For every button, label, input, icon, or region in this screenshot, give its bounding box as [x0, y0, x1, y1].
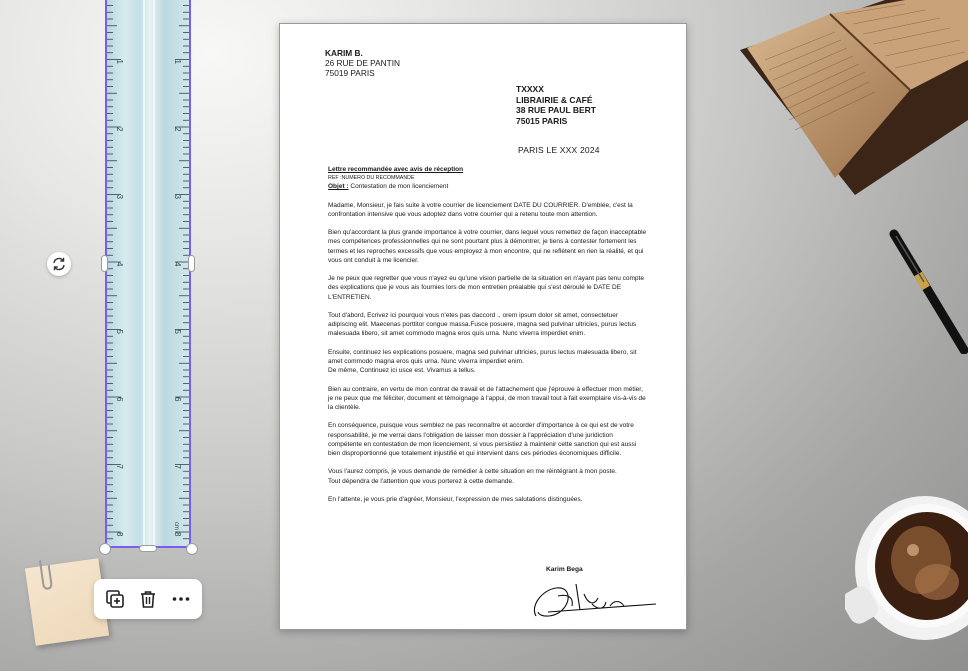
- paragraph: Vous l'aurez compris, je vous demande de remédier à cette situation en me réintégrant à mon poste.: [328, 468, 617, 476]
- object-text: Contestation de mon licenciement: [348, 183, 449, 191]
- paragraph: Tout dépendra de l'attention que vous porterez à cette demande.: [328, 477, 514, 485]
- paragraph: Je ne peux que regretter que vous n'ayez eu qu'une vision partielle de la situation en n'ayant pas tenu compte des explications que je vous ais fournies lors de mon entretien préalable qui s'est déroulé le DATE DE L'ENTRETIEN.: [328, 275, 644, 301]
- element-toolbar: [94, 579, 202, 619]
- ruler-shine: [153, 0, 155, 546]
- ruler-label: 5: [173, 329, 182, 334]
- ruler-scale: [107, 0, 189, 546]
- duplicate-button[interactable]: [101, 585, 129, 613]
- sender-city: 75019 PARIS: [325, 68, 375, 78]
- pen-image: [886, 226, 968, 354]
- sender-address: [325, 48, 400, 78]
- object-label: Objet :: [328, 183, 349, 191]
- recipient-line2: LIBRAIRIE & CAFÉ: [516, 94, 593, 105]
- rotate-handle[interactable]: [47, 252, 71, 276]
- more-icon: [171, 589, 191, 609]
- paragraph: Ensuite, continuez les explications posuere, magna sed pulvinar ultricies, purus lectus malesuada libero, sit amet commodo magna eros quis urna. Nunc viverra imperdiet enim.: [328, 348, 637, 365]
- paragraph: Bien au contraire, en vertu de mon contrat de travail et de l'attachement que j'éprouve à effectuer mon métier, je ne peux que me féliciter, document et témoignage à l'appui, de mon travail tout à fait exemplaire vis-à-vis de la clientèle.: [328, 385, 646, 411]
- duplicate-icon: [105, 589, 125, 609]
- paperclip-icon: [34, 556, 59, 592]
- ruler-label: 3: [173, 194, 182, 199]
- paragraph: En l'attente, je vous prie d'agréer, Monsieur, l'expression de mes salutations distinguées.: [328, 495, 583, 503]
- resize-handle-right[interactable]: [188, 255, 195, 272]
- ruler-label: 8: [173, 532, 182, 537]
- signature-name: Karim Bega: [546, 566, 583, 573]
- recipient-line3: 38 RUE PAUL BERT: [516, 105, 596, 116]
- ruler-unit-label: cm: [173, 522, 179, 530]
- ruler-label: 2: [173, 127, 182, 132]
- resize-handle-bottom-right[interactable]: [186, 543, 198, 555]
- resize-handle-bottom-left[interactable]: [99, 543, 111, 555]
- ruler[interactable]: [105, 0, 191, 548]
- registered-mail-line: Lettre recommandée avec avis de réception: [328, 166, 464, 173]
- ruler-label: 3: [115, 194, 124, 199]
- coffee-cup-image: [845, 490, 968, 640]
- paragraph: Madame, Monsieur, je fais suite à votre courrier de licenciement DATE DU COURRIER. D'emblée, c'est la confrontation intensive que vous adoptez dans votre courrier qui a retenu toute mon attention.: [328, 201, 633, 218]
- ruler-label: 4: [173, 262, 182, 267]
- resize-handle-left[interactable]: [101, 255, 108, 272]
- rotate-icon: [51, 256, 67, 272]
- reference-number: REF :NUMERO DU RECOMMANDE: [328, 175, 415, 182]
- recipient-address: [516, 84, 596, 126]
- signature-image: [528, 576, 658, 624]
- paragraph: En conséquence, puisque vous semblez ne pas reconnaître et accorder d'importance à ce qui est de votre responsabilité, je me verrai dans l'obligation de laisser mon dossier à l'appréciation d'une juridiction compétente en contestation de mon licenciement, si vous persistiez à maintenir cette sanction qui est aussi bien disproportionné que totalement injustifié et qui intervient dans ces périodes économiques difficile.: [328, 422, 637, 457]
- ruler-label: 6: [115, 397, 124, 402]
- ruler-label: 2: [115, 127, 124, 132]
- ruler-label: 1: [115, 59, 124, 64]
- ruler-label: 1: [173, 59, 182, 64]
- paragraph: Tout d'abord, Ecrivez ici pourquoi vous n'etes pas daccord ., orem ipsum dolor sit amet, consectetuer adipiscing elit. Maecenas porttitor congue massa.Fusce posuere, magna sed pulvinar ultricies, purus lectus malesuada libero, sit amet commodo magna eros quis urna. Nunc viverra imperdiet enim.: [328, 311, 637, 338]
- date-line: PARIS LE XXX 2024: [518, 145, 600, 155]
- trash-icon: [138, 589, 158, 609]
- paragraph: De même, Continuez ici usce est. Vivamus a tellus.: [328, 367, 476, 375]
- sender-name: KARIM B.: [325, 48, 363, 58]
- more-options-button[interactable]: [167, 585, 195, 613]
- recipient-line1: TXXXX: [516, 84, 544, 94]
- delete-button[interactable]: [134, 585, 162, 613]
- recipient-line4: 75015 PARIS: [516, 115, 568, 126]
- ruler-label: 5: [115, 329, 124, 334]
- ruler-label: 8: [115, 532, 124, 537]
- ruler-label: 7: [173, 464, 182, 469]
- ruler-label: 4: [115, 262, 124, 267]
- ruler-label: 7: [115, 464, 124, 469]
- object-line: [328, 182, 648, 191]
- letter-body: [328, 165, 648, 513]
- resize-handle-bottom[interactable]: [139, 545, 157, 552]
- paragraph: Bien qu'accordant la plus grande importance à votre courrier, dans lequel vous remettez de façon inacceptable mes compétences professionnelles qui ne sont pourtant plus à démontrer, je tiens à contester fortement les termes et les reproches excessifs que vous employez à mon encontre, qui ne reflètent en rien la réalité, et qui vous ont conduit à me licencier.: [328, 229, 647, 264]
- sender-street: 26 RUE DE PANTIN: [325, 58, 400, 68]
- letter-page[interactable]: [279, 23, 687, 630]
- ruler-label: 6: [173, 397, 182, 402]
- ruler-shine: [143, 0, 145, 546]
- open-book-image: [735, 0, 968, 196]
